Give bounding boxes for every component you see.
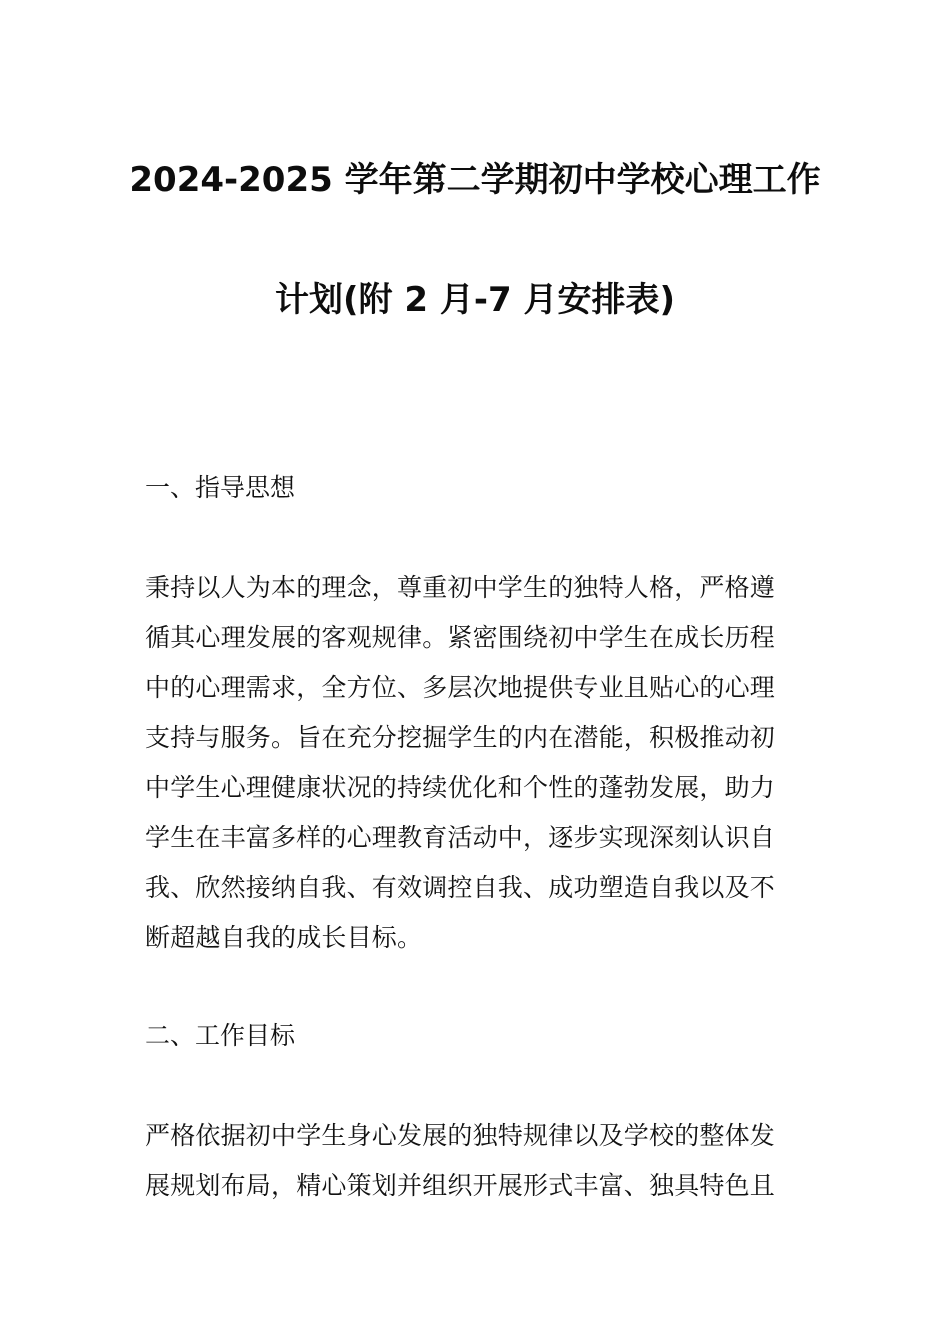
paragraph-line: 秉持以人为本的理念，尊重初中学生的独特人格，严格遵 bbox=[145, 573, 776, 602]
paragraph-line: 中学生心理健康状况的持续优化和个性的蓬勃发展，助力 bbox=[145, 773, 776, 802]
section-heading-guiding-ideology: 一、指导思想 bbox=[145, 473, 296, 502]
document-title-line-1: 2024-2025 学年第二学期初中学校心理工作 bbox=[129, 160, 821, 200]
section-heading-work-goals: 二、工作目标 bbox=[145, 1021, 296, 1050]
paragraph-line: 我、欣然接纳自我、有效调控自我、成功塑造自我以及不 bbox=[145, 873, 776, 902]
paragraph-line: 学生在丰富多样的心理教育活动中，逐步实现深刻认识自 bbox=[145, 823, 776, 852]
paragraph-line: 循其心理发展的客观规律。紧密围绕初中学生在成长历程 bbox=[145, 623, 776, 652]
paragraph-line: 展规划布局，精心策划并组织开展形式丰富、独具特色且 bbox=[145, 1171, 776, 1200]
document-title-line-2: 计划(附 2 月-7 月安排表) bbox=[274, 280, 675, 320]
section-paragraph-work-goals bbox=[145, 1111, 810, 1211]
paragraph-line: 支持与服务。旨在充分挖掘学生的内在潜能，积极推动初 bbox=[145, 723, 776, 752]
paragraph-line: 严格依据初中学生身心发展的独特规律以及学校的整体发 bbox=[145, 1121, 776, 1150]
paragraph-line: 中的心理需求，全方位、多层次地提供专业且贴心的心理 bbox=[145, 673, 776, 702]
paragraph-line: 断超越自我的成长目标。 bbox=[145, 923, 423, 952]
section-paragraph-guiding-ideology bbox=[145, 563, 810, 963]
